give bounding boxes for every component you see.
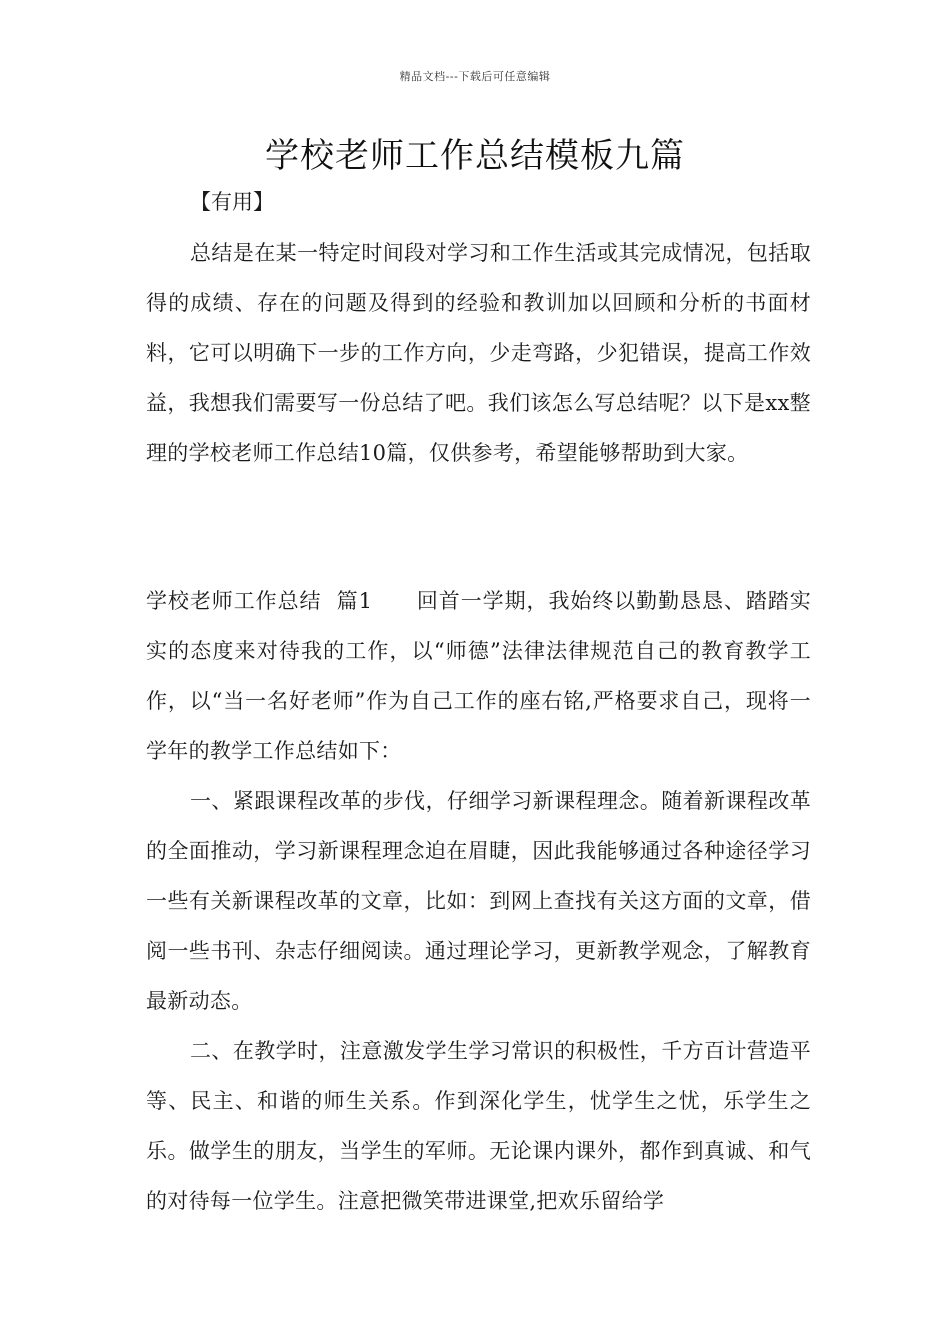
paragraph-two: 二、在教学时，注意激发学生学习常识的积极性，千方百计营造平等、民主、和谐的师生关系。作到深化学生，忧学生之忧，乐学生之乐。做学生的朋友，当学生的军师。无论课内课外，都作到真诚、和气的对待每一位学生。注意把微笑带进课堂,把欢乐留给学 xyxy=(146,1039,811,1213)
intro-paragraph: 总结是在某一特定时间段对学习和工作生活或其完成情况，包括取得的成绩、存在的问题及得到的经验和教训加以回顾和分析的书面材料，它可以明确下一步的工作方向，少走弯路，少犯错误，提高工作效益，我想我们需要写一份总结了吧。我们该怎么写总结呢？以下是xx整理的学校老师工作总结10篇，仅供参考，希望能够帮助到大家。 xyxy=(146,241,811,465)
paragraph-one: 一、紧跟课程改革的步伐，仔细学习新课程理念。随着新课程改革的全面推动，学习新课程理念迫在眉睫，因此我能够通过各种途径学习一些有关新课程改革的文章，比如：到网上查找有关这方面的文章，借阅一些书刊、杂志仔细阅读。通过理论学习，更新教学观念，了解教育最新动态。 xyxy=(146,789,811,1013)
header-note: 精品文档---下载后可任意编辑 xyxy=(399,70,551,83)
section-1-paragraph xyxy=(146,576,811,776)
document-title: 学校老师工作总结模板九篇 xyxy=(265,136,685,176)
section-1-text: 回首一学期，我始终以勤勤恳恳、踏踏实实的态度来对待我的工作，以“师德”法律法律规范自己的教育教学工作，以“当一名好老师”作为自己工作的座右铭,严格要求自己，现将一学年的教学工作总结如下： xyxy=(146,589,811,763)
section-label: 学校老师工作总结 篇1 xyxy=(146,589,373,613)
document-tag: 【有用】 xyxy=(190,190,274,214)
